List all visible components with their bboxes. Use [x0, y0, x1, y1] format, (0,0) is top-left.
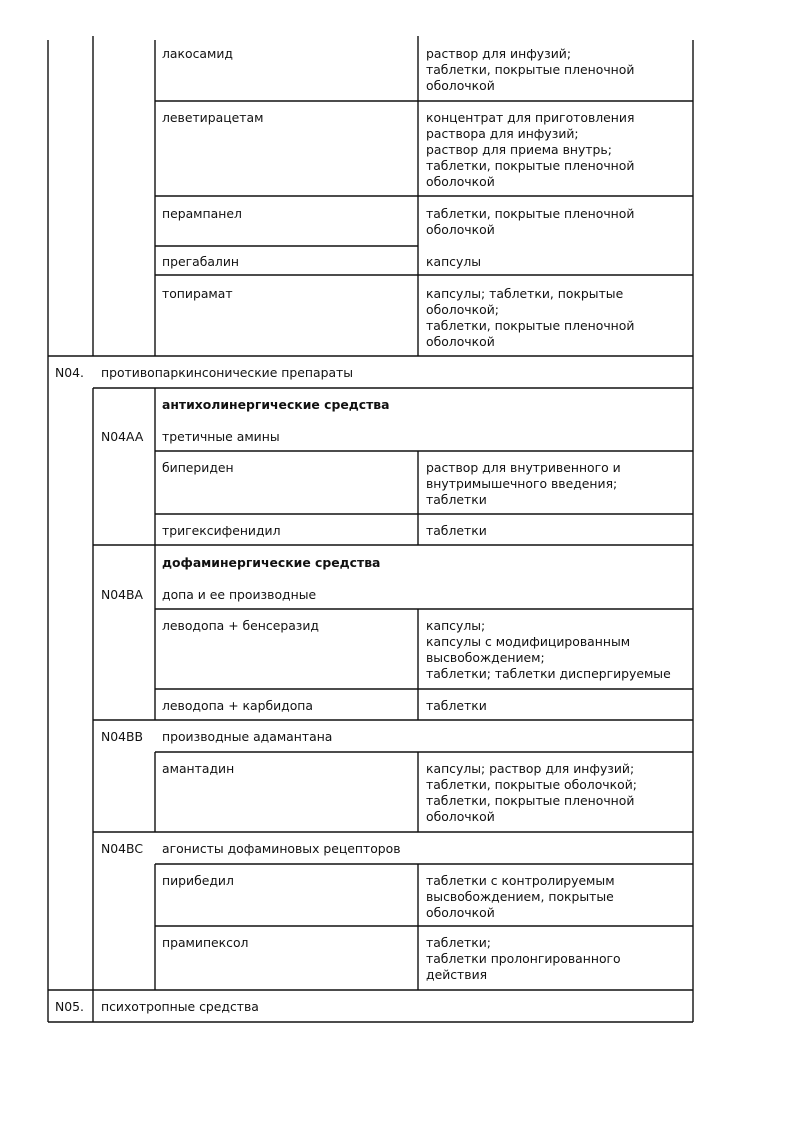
atc-subgroup-title: агонисты дофаминовых рецепторов: [162, 841, 401, 856]
drug-name: тригексифенидил: [162, 523, 281, 538]
dosage-forms: раствор для инфузий; таблетки, покрытые пленочной оболочкой: [426, 46, 635, 93]
drug-name: леветирацетам: [162, 110, 264, 125]
drug-name: топирамат: [162, 286, 233, 301]
atc-subgroup-title: третичные амины: [162, 429, 280, 444]
atc-group-title: психотропные средства: [101, 999, 259, 1014]
atc-code: N04BC: [101, 841, 143, 856]
drug-name: лакосамид: [162, 46, 233, 61]
drug-name: прегабалин: [162, 254, 239, 269]
drug-name: леводопа + бенсеразид: [162, 618, 319, 633]
atc-code: N04BB: [101, 729, 144, 744]
dosage-forms: таблетки, покрытые пленочной оболочкой: [426, 206, 635, 237]
dosage-forms: раствор для внутривенного и внутримышечного введения; таблетки: [426, 460, 621, 507]
drug-name: перампанел: [162, 206, 242, 221]
drug-name: прамипексол: [162, 935, 249, 950]
atc-group-title: дофаминергические средства: [162, 555, 381, 570]
dosage-forms: таблетки с контролируемым высвобождением, покрытые оболочкой: [426, 873, 615, 920]
dosage-forms: концентрат для приготовления раствора для инфузий; раствор для приема внутрь; таблетки, покрытые пленочной оболочкой: [426, 110, 635, 189]
drug-name: леводопа + карбидопа: [162, 698, 314, 713]
drug-name: пирибедил: [162, 873, 234, 888]
atc-code: N04AA: [101, 429, 144, 444]
dosage-forms: таблетки: [426, 523, 487, 538]
dosage-forms: капсулы; капсулы с модифицированным высвобождением; таблетки; таблетки диспергируемые: [426, 618, 671, 681]
dosage-forms: таблетки: [426, 698, 487, 713]
atc-subgroup-title: производные адамантана: [162, 729, 333, 744]
atc-code: N05.: [55, 999, 84, 1014]
atc-group-title: противопаркинсонические препараты: [101, 365, 354, 380]
dosage-forms: капсулы: [426, 254, 482, 269]
dosage-forms: таблетки; таблетки пролонгированного действия: [426, 935, 621, 982]
dosage-forms: капсулы; раствор для инфузий; таблетки, покрытые оболочкой; таблетки, покрытые пленочной оболочкой: [426, 761, 637, 824]
atc-code: N04.: [55, 365, 84, 380]
drug-name: амантадин: [162, 761, 235, 776]
dosage-forms: капсулы; таблетки, покрытые оболочкой; таблетки, покрытые пленочной оболочкой: [426, 286, 635, 349]
atc-code: N04BA: [101, 587, 144, 602]
drug-name: бипериден: [162, 460, 234, 475]
atc-subgroup-title: допа и ее производные: [162, 587, 317, 602]
atc-group-title: антихолинергические средства: [162, 397, 390, 412]
